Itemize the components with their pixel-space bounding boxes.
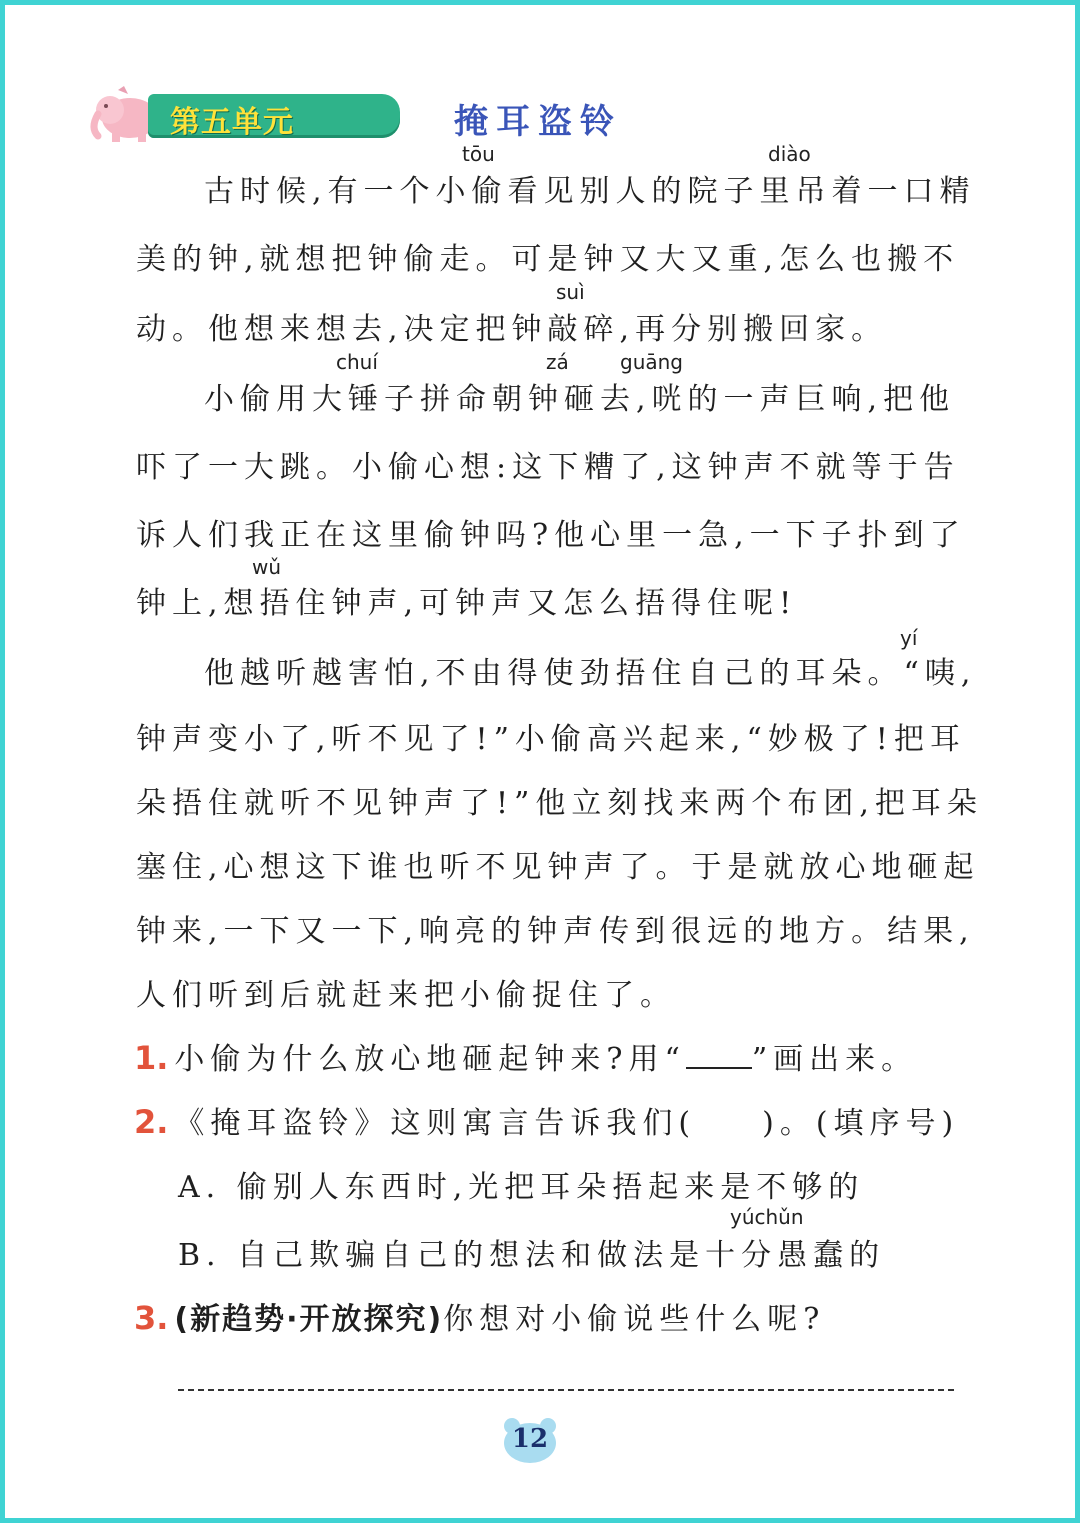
pinyin-annotation: chuí xyxy=(336,350,378,374)
pinyin-annotation: diào xyxy=(768,142,811,166)
question-text: ”画出来。 xyxy=(751,1042,918,1077)
passage-line: 人们听到后就赶来把小偷捉住了。 xyxy=(136,978,676,1013)
passage-line: 吓了一大跳。小偷心想:这下糟了,这钟声不就等于告 xyxy=(136,450,960,485)
question-number: 2. xyxy=(134,1103,169,1141)
pinyin-annotation: yí xyxy=(900,626,918,650)
pinyin-annotation: zá xyxy=(546,350,569,374)
question-text: )。(填序号) xyxy=(762,1106,960,1141)
passage-line: 朵捂住就听不见钟声了!”他立刻找来两个布团,把耳朵 xyxy=(136,786,983,821)
question-2 xyxy=(134,1098,959,1142)
unit-tab xyxy=(148,94,400,138)
question-text: 《掩耳盗铃》这则寓言告诉我们( xyxy=(174,1106,697,1141)
page-header xyxy=(88,84,988,144)
question-3 xyxy=(134,1294,825,1338)
passage-line: 钟上,想捂住钟声,可钟声又怎么捂得住呢! xyxy=(136,586,798,621)
question-1 xyxy=(134,1034,917,1078)
passage-line: 小偷用大锤子拼命朝钟砸去,咣的一声巨响,把他 xyxy=(204,382,956,417)
page-title: 掩耳盗铃 xyxy=(454,102,622,142)
question-text: 小偷为什么放心地砸起钟来?用“ xyxy=(174,1042,686,1077)
option-a: A. 偷别人东西时,光把耳朵捂起来是不够的 xyxy=(178,1170,865,1205)
page-number: 12 xyxy=(511,1424,549,1454)
answer-writing-line[interactable] xyxy=(178,1389,954,1391)
unit-label: 第五单元 xyxy=(170,105,294,140)
passage-line: 动。他想来想去,决定把钟敲碎,再分别搬回家。 xyxy=(136,312,888,347)
pinyin-annotation: tōu xyxy=(462,142,495,166)
passage-line: 诉人们我正在这里偷钟吗?他心里一急,一下子扑到了 xyxy=(136,518,966,553)
passage-line: 塞住,心想这下谁也听不见钟声了。于是就放心地砸起 xyxy=(136,850,980,885)
passage-line: 古时候,有一个小偷看见别人的院子里吊着一口精 xyxy=(204,174,976,209)
pinyin-annotation: suì xyxy=(556,280,585,304)
passage-line: 钟来,一下又一下,响亮的钟声传到很远的地方。结果, xyxy=(136,914,975,949)
page-number-badge xyxy=(500,1416,560,1464)
passage-line: 钟声变小了,听不见了!”小偷高兴起来,“妙极了!把耳 xyxy=(136,722,966,757)
question-number: 1. xyxy=(134,1039,169,1077)
pinyin-annotation: yúchǔn xyxy=(730,1205,804,1229)
question-number: 3. xyxy=(134,1299,169,1337)
passage-line: 他越听越害怕,不由得使劲捂住自己的耳朵。“咦, xyxy=(204,656,977,691)
question-tag: (新趋势·开放探究) xyxy=(174,1302,444,1337)
passage-line: 美的钟,就想把钟偷走。可是钟又大又重,怎么也搬不 xyxy=(136,242,960,277)
underline-blank[interactable] xyxy=(686,1043,752,1069)
pinyin-annotation: guāng xyxy=(620,350,683,374)
question-text: 你想对小偷说些什么呢? xyxy=(443,1302,826,1337)
pinyin-annotation: wǔ xyxy=(252,555,282,579)
option-b: B. 自己欺骗自己的想法和做法是十分愚蠢的 xyxy=(178,1238,886,1273)
